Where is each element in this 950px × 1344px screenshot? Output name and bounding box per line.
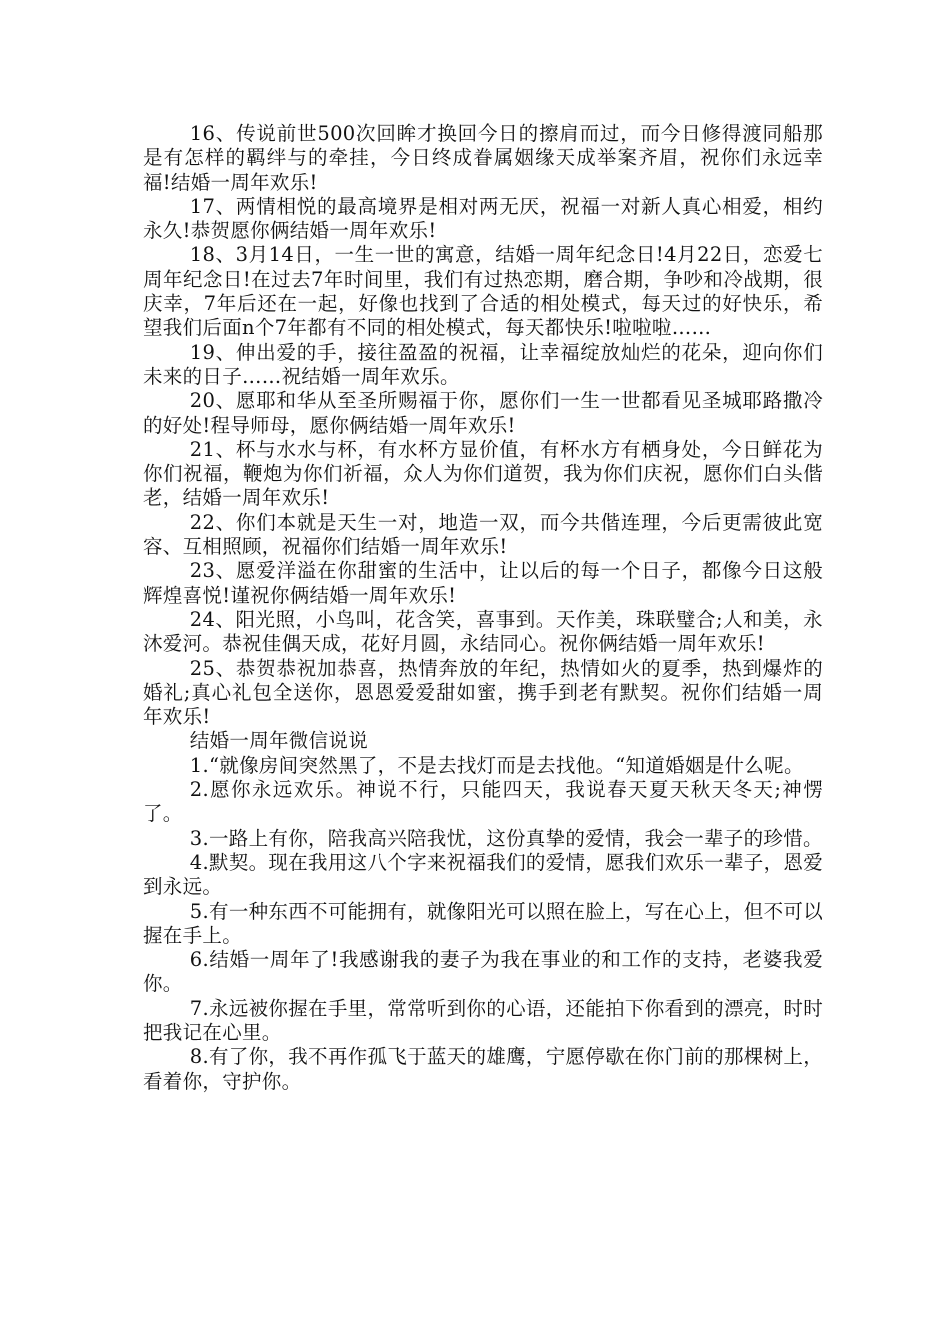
paragraph-21: 21、杯与水水与杯，有水杯方显价值，有杯水方有栖身处，今日鲜花为你们祝福，鞭炮为你们祈福，众人为你们道贺，我为你们庆祝，愿你们白头偕老，结婚一周年欢乐! xyxy=(143,437,823,510)
list-item-4: 4.默契。现在我用这八个字来祝福我们的爱情，愿我们欢乐一辈子，恩爱到永远。 xyxy=(143,850,823,899)
list-item-7: 7.永远被你握在手里，常常听到你的心语，还能拍下你看到的漂亮，时时把我记在心里。 xyxy=(143,996,823,1044)
paragraph-20: 20、愿耶和华从至圣所赐福于你，愿你们一生一世都看见圣城耶路撒冷的好处!程导师母，愿你俩结婚一周年欢乐! xyxy=(143,389,823,437)
list-item-3: 3.一路上有你，陪我高兴陪我忧，这份真挚的爱情，我会一辈子的珍惜。 xyxy=(189,826,823,850)
paragraph-17: 17、两情相悦的最高境界是相对两无厌，祝福一对新人真心相爱，相约永久!恭贺愿你俩结婚一周年欢乐! xyxy=(143,194,823,243)
list-item-6: 6.结婚一周年了!我感谢我的妻子为我在事业的和工作的支持，老婆我爱你。 xyxy=(143,948,823,996)
paragraph-22: 22、你们本就是天生一对，地造一双，而今共偕连理，今后更需彼此宽容、互相照顾，祝福你们结婚一周年欢乐! xyxy=(143,510,823,559)
paragraph-16: 16、传说前世500次回眸才换回今日的擦肩而过，而今日修得渡同船那是有怎样的羁绊与的牵挂，今日终成眷属姻缘天成举案齐眉，祝你们永远幸福!结婚一周年欢乐! xyxy=(143,122,823,194)
section-heading: 结婚一周年微信说说 xyxy=(189,729,368,753)
list-item-8: 8.有了你，我不再作孤飞于蓝天的雄鹰，宁愿停歇在你门前的那棵树上，看着你，守护你。 xyxy=(143,1045,823,1093)
list-item-5: 5.有一种东西不可能拥有，就像阳光可以照在脸上，写在心上，但不可以握在手上。 xyxy=(143,899,823,947)
list-item-2: 2.愿你永远欢乐。神说不行，只能四天，我说春天夏天秋天冬天;神愣了。 xyxy=(143,778,823,826)
paragraph-24: 24、阳光照，小鸟叫，花含笑，喜事到。天作美，珠联璧合;人和美，永沐爱河。恭祝佳偶天成，花好月圆，永结同心。祝你俩结婚一周年欢乐! xyxy=(143,607,823,656)
paragraph-23: 23、愿爱洋溢在你甜蜜的生活中，让以后的每一个日子，都像今日这般辉煌喜悦!谨祝你俩结婚一周年欢乐! xyxy=(143,559,823,607)
paragraph-18: 18、3月14日，一生一世的寓意，结婚一周年纪念日!4月22日，恋爱七周年纪念日!在过去7年时间里，我们有过热恋期，磨合期，争吵和冷战期，很庆幸，7年后还在一起，好像也找到了合适的相处模式，每天过的好快乐，希望我们后面n个7年都有不同的相处模式，每天都快乐!啦啦啦…… xyxy=(143,243,823,340)
paragraph-19: 19、伸出爱的手，接往盈盈的祝福，让幸福绽放灿烂的花朵，迎向你们未来的日子……祝结婚一周年欢乐。 xyxy=(143,340,823,388)
list-item-1: 1.“就像房间突然黑了，不是去找灯而是去找他。“知道婚姻是什么呢。 xyxy=(189,753,804,777)
paragraph-25: 25、恭贺恭祝加恭喜，热情奔放的年纪，热情如火的夏季，热到爆炸的婚礼;真心礼包全送你，恩恩爱爱甜如蜜，携手到老有默契。祝你们结婚一周年欢乐! xyxy=(143,656,823,729)
document-body xyxy=(143,122,823,1094)
